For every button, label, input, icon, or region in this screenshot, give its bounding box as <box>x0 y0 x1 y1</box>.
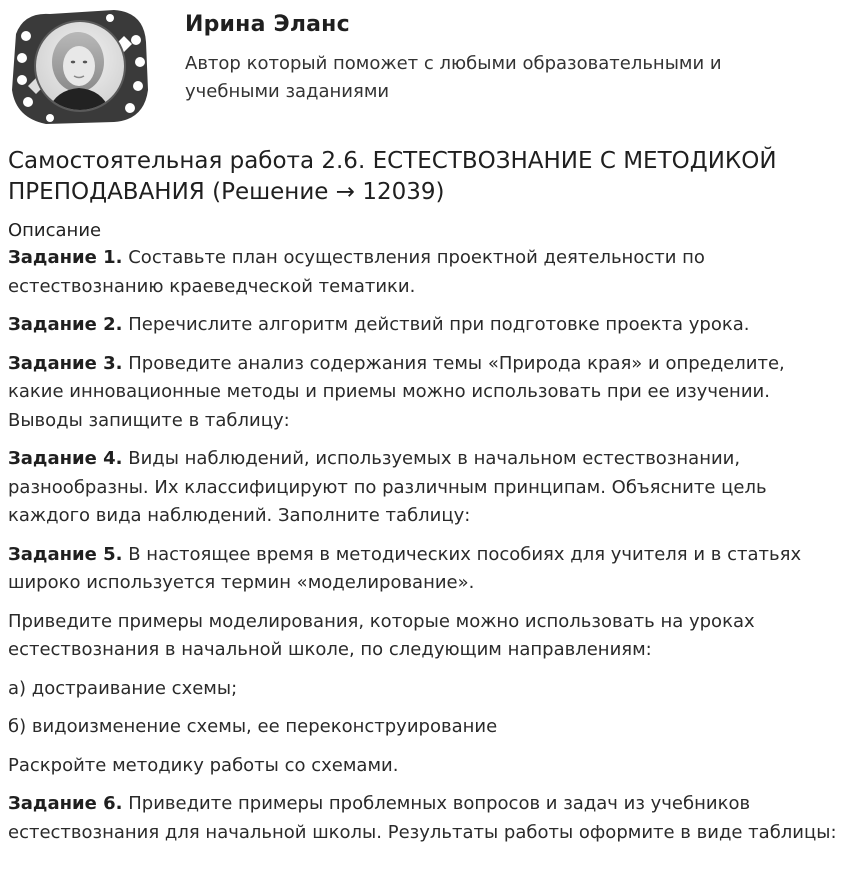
task-2-text: Перечислите алгоритм действий при подготовке проекта урока. <box>122 314 750 335</box>
description-label: Описание <box>8 220 102 241</box>
film-reel-avatar-icon <box>6 6 152 126</box>
task-6 <box>8 790 838 847</box>
task-4-label: Задание 4. <box>8 448 123 469</box>
task-1-text: Составьте план осуществления проектной деятельности по естествознанию краеведческой тематики. <box>8 247 705 297</box>
task-5 <box>8 541 838 598</box>
task-3 <box>8 350 838 436</box>
task-5-paragraph-1: Приведите примеры моделирования, которые можно использовать на уроках естествознания в начальной школе, по следующим направлениям: <box>8 610 755 660</box>
task-3-text: Проведите анализ содержания темы «Природа края» и определите, какие инновационные методы и приемы можно использовать при ее изучении. Выводы запищите в таблицу: <box>8 352 785 431</box>
task-5-label: Задание 5. <box>8 543 123 565</box>
task-4-text: Виды наблюдений, используемых в начальном естествознании, разнообразны. Их классифицируют по различным принципам. Объясните цель каждого вида наблюдений. Заполните таблицу: <box>8 448 767 526</box>
author-name: Ирина Эланс <box>185 12 350 37</box>
task-6-label: Задание 6. <box>8 793 123 814</box>
author-header <box>0 0 847 135</box>
task-1-label: Задание 1. <box>8 247 123 268</box>
task-2 <box>8 311 838 340</box>
task-1 <box>8 244 838 301</box>
task-4 <box>8 445 838 531</box>
task-3-label: Задание 3. <box>8 352 123 374</box>
work-content <box>8 146 838 857</box>
task-6-text: Приведите примеры проблемных вопросов и задач из учебников естествознания для начальной школы. Результаты работы оформите в виде таблицы: <box>8 793 837 843</box>
task-5-item-a: а) достраивание схемы; <box>8 677 238 699</box>
author-description: Автор который поможет с любыми образовательными и учебными заданиями <box>185 53 722 102</box>
task-5-item-b: б) видоизменение схемы, ее переконструирование <box>8 716 498 737</box>
page-title: Самостоятельная работа 2.6. ЕСТЕСТВОЗНАНИЕ С МЕТОДИКОЙ ПРЕПОДАВАНИЯ (Решение → 12039) <box>8 148 777 205</box>
author-avatar <box>6 6 152 126</box>
task-5-text: В настоящее время в методических пособиях для учителя и в статьях широко используется термин «моделирование». <box>8 543 802 593</box>
task-5-paragraph-2: Раскройте методику работы со схемами. <box>8 754 399 776</box>
task-2-label: Задание 2. <box>8 314 123 335</box>
